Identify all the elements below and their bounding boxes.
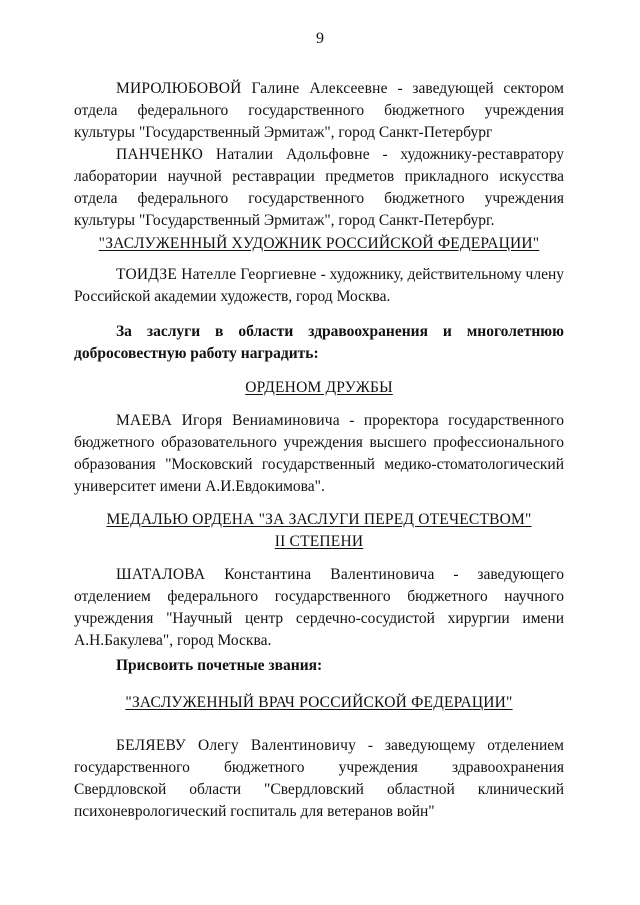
person-description: - художнику, действительному члену Российской академии художеств, город Москва. xyxy=(74,266,564,305)
entry-toidze xyxy=(74,264,564,308)
award-intro: За заслуги в области здравоохранения и многолетнюю добросовестную работу наградить: xyxy=(74,323,564,362)
entry-shatalov xyxy=(74,564,564,652)
section-order-friendship xyxy=(74,377,564,399)
person-name: ШАТАЛОВА Константина Валентиновича xyxy=(116,566,435,583)
person-description: - заведующему отделением государственного бюджетного учреждения здравоохранения Свердловской области "Свердловский областной клинический психоневрологический госпиталь для ветеранов войн" xyxy=(74,737,564,820)
page-number: 9 xyxy=(316,30,324,47)
person-description: - художнику-реставратору лаборатории научной реставрации предметов прикладного искусства отдела федерального государственного бюджетного учреждения культуры "Государственный Эрмитаж", город Санкт-Петербург. xyxy=(74,146,564,229)
person-name: ТОИДЗЕ Нателле Георгиевне xyxy=(116,266,317,283)
entry-belyaev xyxy=(74,735,564,823)
award-intro-block xyxy=(74,321,564,365)
section-medal xyxy=(74,509,564,553)
entry-maev xyxy=(74,410,564,498)
person-name: МИРОЛЮБОВОЙ Галине Алексеевне xyxy=(116,80,388,97)
section-title-honored-doctor xyxy=(74,692,564,714)
titles-intro: Присвоить почетные звания: xyxy=(116,657,323,674)
titles-intro-block xyxy=(74,655,564,677)
medal-title-line2: II СТЕПЕНИ xyxy=(274,533,364,550)
person-description: - проректора государственного бюджетного образовательного учреждения высшего профессионального образования "Московский государственный медико-стоматологический университет имени А.И.Евдокимова". xyxy=(74,412,564,495)
order-friendship-title: ОРДЕНОМ ДРУЖБЫ xyxy=(245,379,393,396)
honored-doctor-title: "ЗАСЛУЖЕННЫЙ ВРАЧ РОССИЙСКОЙ ФЕДЕРАЦИИ" xyxy=(125,694,513,711)
person-name: БЕЛЯЕВУ Олегу Валентиновичу xyxy=(116,737,357,754)
person-name: МАЕВА Игоря Вениаминовича xyxy=(116,412,340,429)
person-description: - заведующего отделением федерального государственного бюджетного научного учреждения "Научный центр сердечно-сосудистой хирургии имени А.Н.Бакулева", город Москва. xyxy=(74,566,564,649)
entry-mirolyubova xyxy=(74,78,564,144)
entry-panchenko xyxy=(74,144,564,232)
section-title-honored-artist xyxy=(74,233,564,255)
person-description: - заведующей сектором отдела федерального государственного бюджетного учреждения культуры "Государственный Эрмитаж", город Санкт-Петербург xyxy=(74,80,564,141)
person-name: ПАНЧЕНКО Наталии Адольфовне xyxy=(116,146,370,163)
honored-artist-title: "ЗАСЛУЖЕННЫЙ ХУДОЖНИК РОССИЙСКОЙ ФЕДЕРАЦИИ" xyxy=(98,235,540,252)
medal-title-line1: МЕДАЛЬЮ ОРДЕНА "ЗА ЗАСЛУГИ ПЕРЕД ОТЕЧЕСТВОМ" xyxy=(106,511,532,528)
